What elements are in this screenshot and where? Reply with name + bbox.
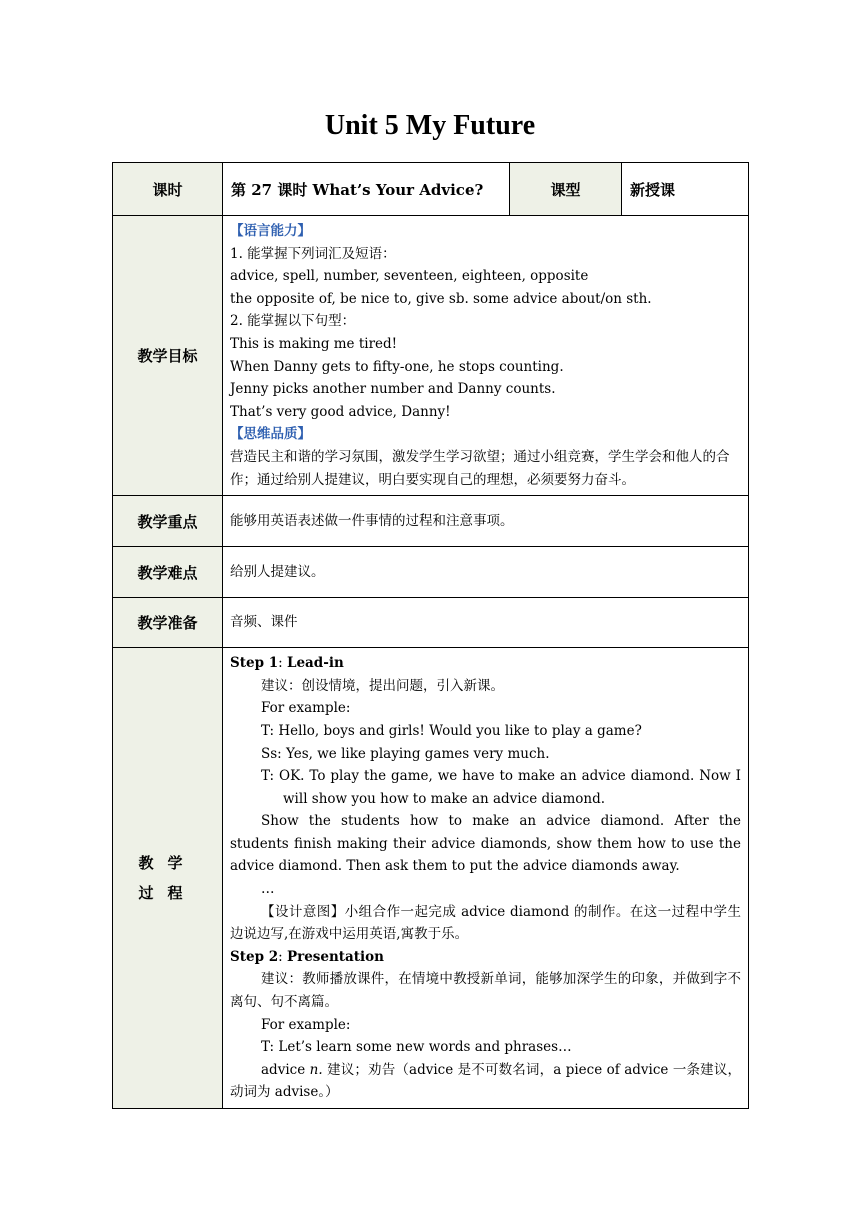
sentence-line: This is making me tired! <box>230 335 398 352</box>
phrases-line: the opposite of, be nice to, give sb. some advice about/on sth. <box>230 290 652 307</box>
goals-label: 教学目标 <box>113 216 223 496</box>
thinking-quality-heading: 【思维品质】 <box>230 426 311 443</box>
period-value: 第 27 课时 What’s Your Advice? <box>223 163 510 216</box>
sentence-line: That’s very good advice, Danny! <box>230 403 451 420</box>
difficulties-value: 给别人提建议。 <box>223 547 749 598</box>
vocab-line: advice, spell, number, seventeen, eighteen, opposite <box>230 268 589 285</box>
step2-heading: Step 2: Presentation <box>230 948 384 965</box>
period-label: 课时 <box>113 163 223 216</box>
step1-suggestion: 建议：创设情境，提出问题，引入新课。 <box>261 677 504 694</box>
step1-example-label: For example: <box>261 700 351 717</box>
type-value: 新授课 <box>622 163 749 216</box>
step2-example-label: For example: <box>261 1016 351 1033</box>
thinking-quality-text: 营造民主和谐的学习氛围，激发学生学习欲望；通过小组竞赛，学生学会和他人的合作；通过给别人提建议，明白要实现自己的理想，必须要努力奋斗。 <box>230 448 730 488</box>
lesson-plan-table <box>112 162 749 1109</box>
goal-line: 2. 能掌握以下句型： <box>230 313 356 330</box>
process-content <box>223 648 749 1109</box>
goals-row <box>113 216 749 496</box>
key-points-value: 能够用英语表述做一件事情的过程和注意事项。 <box>223 496 749 547</box>
ellipsis: … <box>261 881 275 898</box>
dialogue-line: T: Hello, boys and girls! Would you like to play a game? <box>261 722 642 739</box>
goal-line: 1. 能掌握下列词汇及短语： <box>230 245 396 262</box>
dialogue-line: T: OK. To play the game, we have to make an advice diamond. Now I will show you how to make an advice diamond. <box>261 768 741 807</box>
design-intent: 【设计意图】小组合作一起完成 advice diamond 的制作。在这一过程中学生边说边写,在游戏中运用英语,寓教于乐。 <box>230 903 741 943</box>
process-label-line2: 过程 <box>138 884 197 903</box>
vocab-entry: advice n. 建议；劝告（advice 是不可数名词，a piece of advice 一条建议，动词为 advise。） <box>230 1061 741 1101</box>
dialogue-line: T: Let’s learn some new words and phrases… <box>261 1039 572 1056</box>
process-label <box>113 648 223 1109</box>
difficulties-row <box>113 547 749 598</box>
key-points-row <box>113 496 749 547</box>
type-label: 课型 <box>510 163 622 216</box>
goals-content <box>223 216 749 496</box>
preparation-label: 教学准备 <box>113 598 223 648</box>
key-points-label: 教学重点 <box>113 496 223 547</box>
sentence-line: Jenny picks another number and Danny counts. <box>230 381 556 398</box>
process-label-line1: 教学 <box>138 854 197 873</box>
step1-heading: Step 1: Lead-in <box>230 655 344 672</box>
preparation-value: 音频、课件 <box>223 598 749 648</box>
step2-suggestion: 建议：教师播放课件，在情境中教授新单词，能够加深学生的印象，并做到字不离句、句不离篇。 <box>230 971 741 1011</box>
header-row <box>113 163 749 216</box>
preparation-row <box>113 598 749 648</box>
step1-instruction: Show the students how to make an advice diamond. After the students finish making their advice diamonds, show them how to use the advice diamond. Then ask them to put the advice diamonds away. <box>230 813 741 875</box>
dialogue-line: Ss: Yes, we like playing games very much. <box>261 745 550 762</box>
page-title: Unit 5 My Future <box>324 110 536 141</box>
sentence-line: When Danny gets to fifty-one, he stops counting. <box>230 358 564 375</box>
process-row <box>113 648 749 1109</box>
difficulties-label: 教学难点 <box>113 547 223 598</box>
language-ability-heading: 【语言能力】 <box>230 223 311 239</box>
